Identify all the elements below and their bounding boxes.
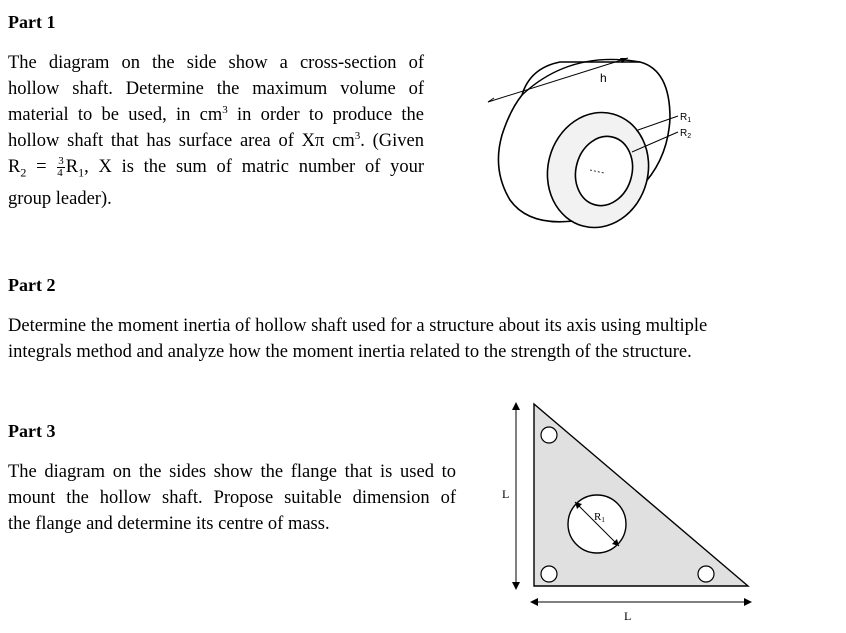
part1-line-4	[8, 128, 424, 154]
part1-line-6: group leader).	[8, 188, 112, 209]
part1-line-3a: material to be used, in cm	[8, 105, 223, 125]
r1-symbol: R	[65, 157, 79, 177]
r1-label: $R_1$	[680, 112, 692, 124]
part3-line-1: The diagram on the sides show the flange that is used to	[8, 462, 456, 482]
part1-line-2: hollow shaft. Determine the maximum volume of	[8, 79, 424, 99]
r1-subscript: 1	[78, 165, 85, 180]
equals-sign: =	[26, 157, 57, 177]
fraction-numerator: 3	[58, 155, 64, 168]
part1-line-4b: . (Given	[360, 131, 424, 151]
part2-line-1: Determine the moment inertia of hollow shaft used for a structure about its axis using multiple	[8, 316, 708, 336]
part3-line-2: mount the hollow shaft. Propose suitable dimension of	[8, 488, 456, 508]
part3-paragraph	[8, 459, 456, 537]
part1-heading: Part 1	[8, 12, 56, 32]
part1-line-5	[8, 154, 424, 186]
part3-line-3: the flange and determine its centre of mass.	[8, 514, 330, 534]
h-label: h	[600, 71, 607, 85]
part3-heading: Part 3	[8, 421, 56, 441]
mounting-hole-bottom-left	[541, 566, 557, 582]
part1-line-4a: hollow shaft that has surface area of Xπ cm	[8, 131, 355, 151]
cm3-superscript: 3	[222, 104, 228, 116]
hollow-shaft-diagram	[470, 40, 720, 240]
mounting-hole-top	[541, 427, 557, 443]
part1-line-5-rest: , X is the sum of matric number of your	[84, 157, 425, 177]
horizontal-l-label: L	[624, 609, 632, 623]
r1-flange-label: R1	[594, 511, 605, 524]
part1-line-3	[8, 102, 424, 128]
r2-label: $R_2$	[680, 128, 692, 140]
r2-symbol: R	[8, 157, 21, 177]
vertical-l-label: L	[502, 487, 510, 501]
mounting-hole-bottom-right	[698, 566, 714, 582]
fraction-denominator: 4	[57, 167, 63, 180]
part2-line-2: integrals method and analyze how the moment inertia related to the strength of the structure.	[8, 342, 692, 362]
part1-line-1: The diagram on the side show a cross-section of	[8, 53, 424, 73]
flange-plate	[534, 404, 748, 586]
part2-paragraph	[8, 313, 768, 365]
r2-subscript: 2	[20, 165, 27, 180]
three-quarters-fraction	[57, 156, 65, 179]
cm3-superscript-2: 3	[354, 130, 361, 142]
part1-paragraph	[8, 50, 424, 212]
part1-line-3b: in order to produce the	[227, 105, 425, 125]
flange-diagram	[490, 398, 760, 628]
part2-heading: Part 2	[8, 275, 56, 295]
